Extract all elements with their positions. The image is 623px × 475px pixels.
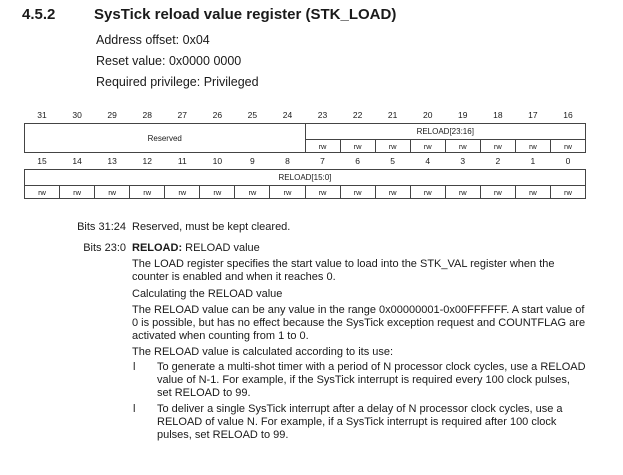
section-title: SysTick reload value register (STK_LOAD) [94,6,397,23]
reload-low-field: RELOAD[15:0] [25,170,586,186]
access-type: rw [305,186,340,199]
access-type: rw [515,186,550,199]
register-lower-table [24,153,586,199]
reserved-field: Reserved [25,124,306,153]
bit-number: 9 [250,156,255,166]
reload-high-field: RELOAD[23:16] [305,124,586,140]
field-title: RELOAD value [182,242,260,254]
reload-paragraph-4: The RELOAD value is calculated according to its use: [132,346,394,358]
bit-number: 20 [422,110,433,120]
reload-paragraph-1: The LOAD register specifies the start value to load into the STK_VAL register when the counter is enabled and when it reaches 0. [132,258,555,283]
bit-number: 29 [107,110,117,120]
access-type: rw [445,186,480,199]
bit-number: 27 [177,110,188,120]
access-type: rw [270,186,305,199]
bit-number: 11 [177,156,187,166]
bit-number: 30 [72,110,82,120]
access-type: rw [60,186,95,199]
bit-number: 13 [107,156,117,166]
bit-number: 2 [495,156,501,166]
bits-label: Bits 31:24 [77,221,126,233]
reload-paragraph-3: The RELOAD value can be any value in the range 0x00000001-0x00FFFFFF. A start value of 0 is possible, but has no effect because the SysTick exception request and COUNTFLAG are activated when counting from 1 to 0. [132,304,586,342]
access-type: rw [165,186,200,199]
bit-number: 18 [493,110,503,120]
reload-paragraph-2: Calculating the RELOAD value [132,288,283,300]
access-type: rw [340,186,375,199]
bit-number: 17 [528,110,538,120]
bit-number: 25 [247,110,258,120]
section-number: 4.5.2 [22,6,56,23]
bit-number: 15 [37,156,47,166]
bits-text: Reserved, must be kept cleared. [132,221,291,233]
access-type: rw [480,140,515,153]
bit-number: 26 [212,110,223,120]
address-offset: Address offset: 0x04 [96,33,210,47]
bits-field-heading [132,241,260,255]
access-type: rw [95,186,130,199]
bit-number: 6 [355,156,360,166]
access-type: rw [235,186,270,199]
bit-number: 16 [563,110,573,120]
access-type: rw [515,140,550,153]
required-privilege: Required privilege: Privileged [96,75,259,89]
bit-number: 3 [460,156,466,166]
bit-number: 22 [352,110,363,120]
field-name: RELOAD: [132,242,183,254]
bit-number: 4 [425,156,431,166]
access-type: rw [200,186,235,199]
access-type: rw [410,140,445,153]
bit-number: 1 [530,156,536,166]
access-type: rw [375,186,410,199]
bit-number: 12 [142,156,152,166]
access-type: rw [410,186,445,199]
bit-number: 14 [72,156,82,166]
register-upper-table [24,107,586,153]
bit-number: 28 [142,110,152,120]
access-type: rw [305,140,340,153]
bit-number: 31 [37,110,47,120]
bit-number: 0 [565,156,571,166]
access-type: rw [445,140,480,153]
access-type: rw [550,140,585,153]
access-type: rw [25,186,60,199]
bit-number: 10 [212,156,223,166]
bit-number: 8 [285,156,290,166]
access-type: rw [340,140,375,153]
bit-number: 21 [387,110,398,120]
bullet-marker: l [133,361,136,373]
access-type: rw [130,186,165,199]
bullet-item-1: To generate a multi-shot timer with a period of N processor clock cycles, use a RELOAD value of N-1. For example, if the SysTick interrupt is required every 100 clock pulses, set RELOAD to 99. [157,361,586,399]
bit-number: 23 [317,110,328,120]
bit-number: 19 [458,110,468,120]
bit-number: 7 [320,156,325,166]
section-heading [22,6,396,23]
bit-number: 24 [282,110,293,120]
bits-label: Bits 23:0 [83,242,126,254]
bullet-marker: l [133,403,136,415]
reset-value: Reset value: 0x0000 0000 [96,54,242,68]
bullet-item-2: To deliver a single SysTick interrupt after a delay of N processor clock cycles, use a RELOAD of value N. For example, if a SysTick interrupt is required after 100 clock pulses, set RELOAD to 99. [157,403,563,441]
access-type: rw [480,186,515,199]
access-type: rw [550,186,585,199]
access-type: rw [375,140,410,153]
bit-number: 5 [390,156,396,166]
